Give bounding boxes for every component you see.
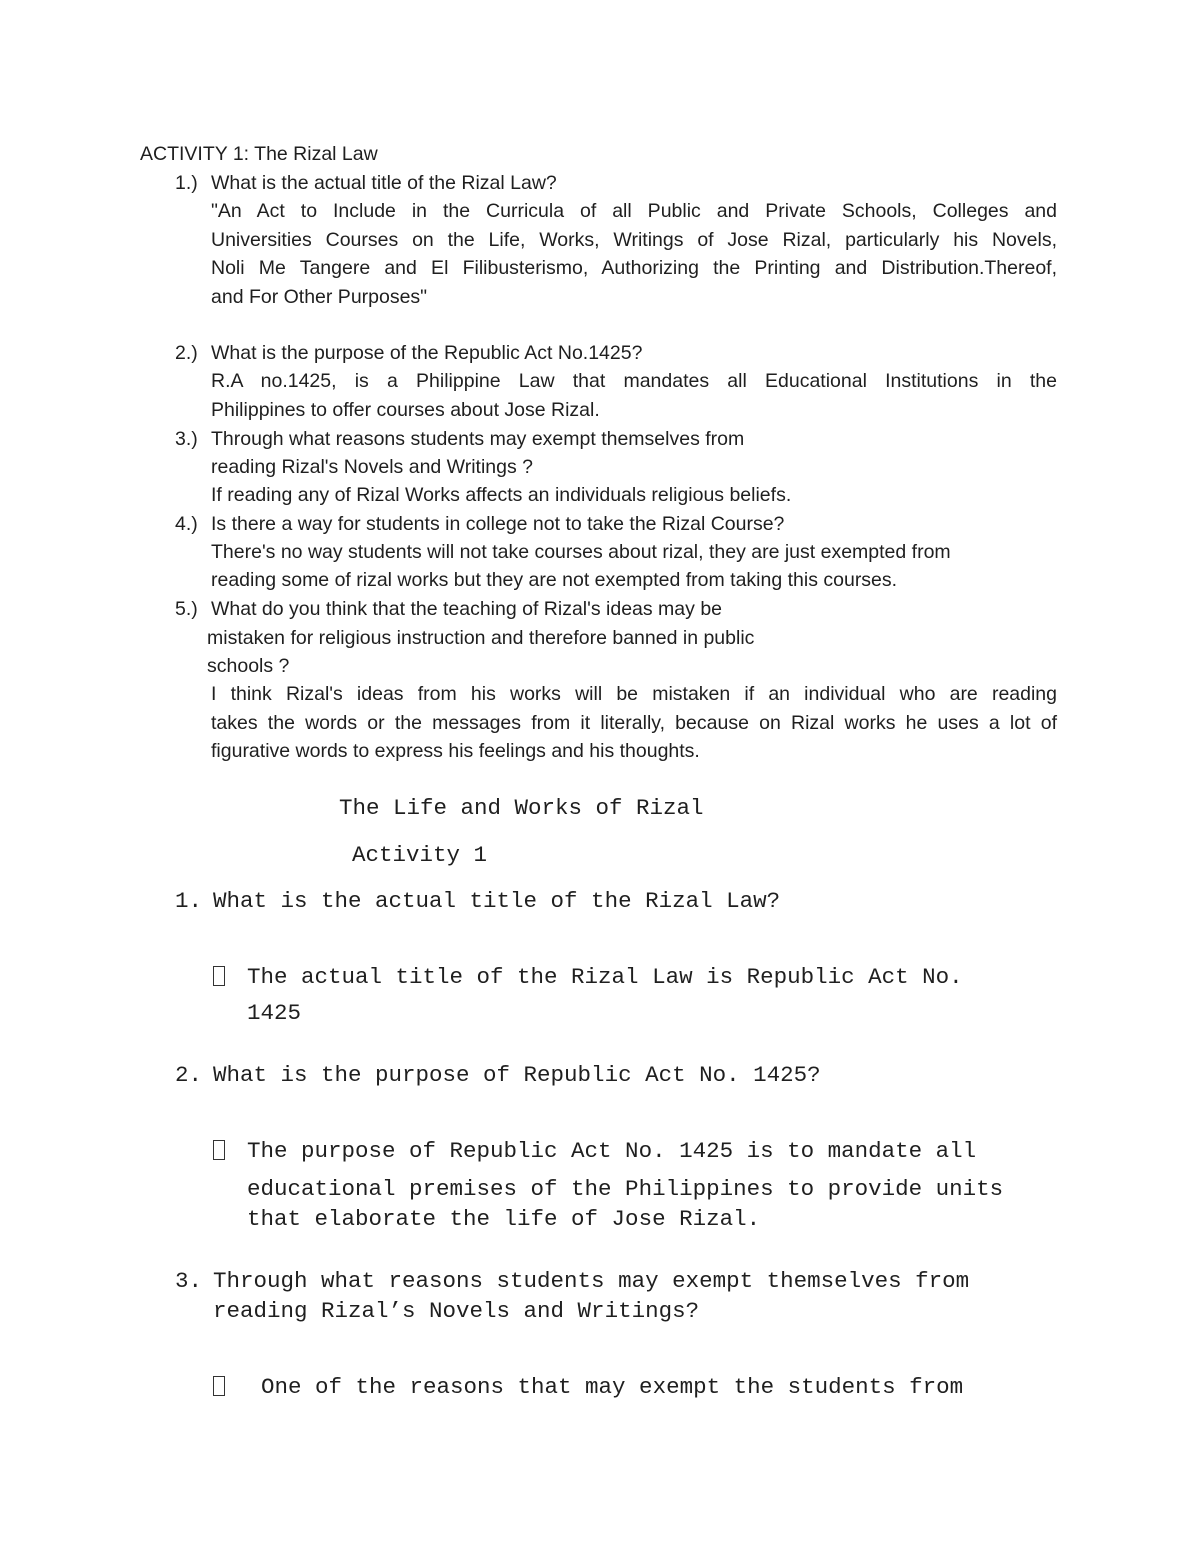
- q4-answer-line: reading some of rizal works but they are not exempted from taking this courses.: [211, 569, 898, 591]
- item2-answer-line: educational premises of the Philippines to provide units: [247, 1176, 1004, 1202]
- q4-question: Is there a way for students in college not to take the Rizal Course?: [211, 513, 785, 535]
- q5-question-line: What do you think that the teaching of Rizal's ideas may be: [211, 598, 723, 620]
- item2-number: 2.: [175, 1062, 203, 1088]
- item1-number: 1.: [175, 888, 203, 914]
- q5-number: 5.): [175, 598, 198, 620]
- answer-bullet-icon: [213, 1140, 225, 1160]
- q3-question-line: Through what reasons students may exempt themselves from: [211, 428, 745, 450]
- q1-answer-line: Noli Me Tangere and El Filibusterismo, Authorizing the Printing and Distribution.Thereof,: [211, 257, 1057, 279]
- q2-answer-line: Philippines to offer courses about Jose Rizal.: [211, 399, 600, 421]
- q1-answer-line: Universities Courses on the Life, Works, Writings of Jose Rizal, particularly his Novels,: [211, 229, 1057, 251]
- answer-bullet-icon: [213, 966, 225, 986]
- answer-bullet-icon: [213, 1376, 225, 1396]
- q5-answer-line: I think Rizal's ideas from his works will be mistaken if an individual who are reading: [211, 683, 1057, 705]
- q1-answer-line: "An Act to Include in the Curricula of all Public and Private Schools, Colleges and: [211, 200, 1057, 222]
- item3-answer-line: One of the reasons that may exempt the students from: [261, 1374, 964, 1400]
- item3-question-line: reading Rizal’s Novels and Writings?: [213, 1298, 700, 1324]
- item1-answer-line: The actual title of the Rizal Law is Republic Act No.: [247, 964, 963, 990]
- q4-answer-line: There's no way students will not take courses about rizal, they are just exempted from: [211, 541, 951, 563]
- q3-number: 3.): [175, 428, 198, 450]
- q1-answer-line: and For Other Purposes": [211, 286, 428, 308]
- q2-answer-line: R.A no.1425, is a Philippine Law that mandates all Educational Institutions in the: [211, 370, 1057, 392]
- q2-number: 2.): [175, 342, 198, 364]
- q2-question: What is the purpose of the Republic Act No.1425?: [211, 342, 643, 364]
- section-subheading: Activity 1: [352, 842, 488, 868]
- item3-question-line: Through what reasons students may exempt themselves from: [213, 1268, 970, 1294]
- q4-number: 4.): [175, 513, 198, 535]
- item2-answer-line: The purpose of Republic Act No. 1425 is to mandate all: [247, 1138, 977, 1164]
- item1-answer-line: 1425: [247, 1000, 302, 1026]
- q5-answer-line: figurative words to express his feelings and his thoughts.: [211, 740, 700, 762]
- q5-question-line: mistaken for religious instruction and therefore banned in public: [207, 627, 755, 649]
- q1-number: 1.): [175, 172, 198, 194]
- q1-question: What is the actual title of the Rizal Law?: [211, 172, 557, 194]
- activity-title: ACTIVITY 1: The Rizal Law: [140, 143, 378, 165]
- q5-question-line: schools ?: [207, 655, 290, 677]
- section-heading: The Life and Works of Rizal: [339, 795, 704, 821]
- item1-question: What is the actual title of the Rizal Law?: [213, 888, 781, 914]
- q3-question-line: reading Rizal's Novels and Writings ?: [211, 456, 534, 478]
- q3-answer: If reading any of Rizal Works affects an individuals religious beliefs.: [211, 484, 792, 506]
- q5-answer-line: takes the words or the messages from it literally, because on Rizal works he uses a lot of: [211, 712, 1057, 734]
- item2-question: What is the purpose of Republic Act No. 1425?: [213, 1062, 821, 1088]
- item3-number: 3.: [175, 1268, 203, 1294]
- item2-answer-line: that elaborate the life of Jose Rizal.: [247, 1206, 761, 1232]
